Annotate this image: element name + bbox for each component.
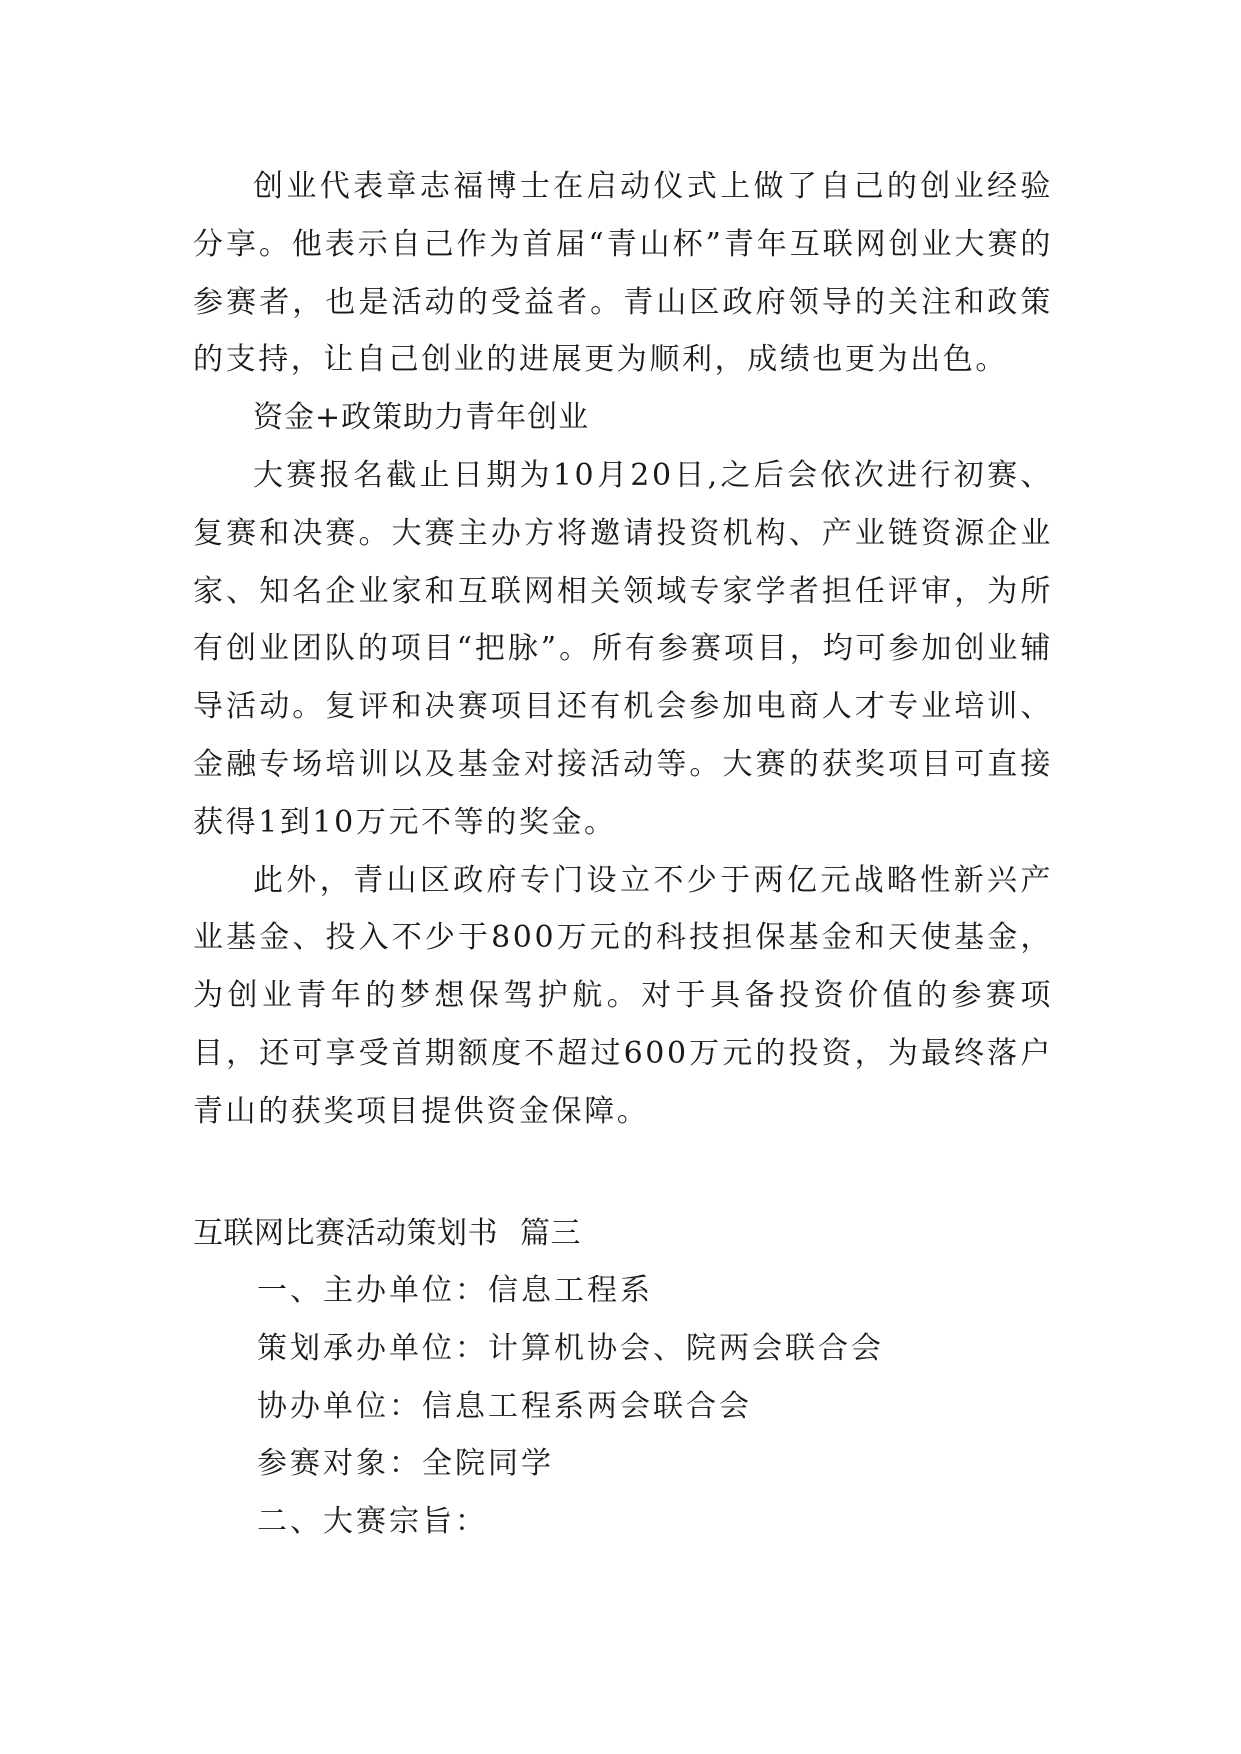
subheading-funding-policy: 资金+政策助力青年创业 xyxy=(253,400,590,436)
event-info-list xyxy=(257,1262,884,1551)
paragraph-founder-speech: 创业代表章志福博士在启动仪式上做了自己的创业经验分享。他表示自己作为首届“青山杯”青年互联网创业大赛的参赛者，也是活动的受益者。青山区政府领导的关注和政策的支持，让自己创业的进展更为顺利，成绩也更为出色。 xyxy=(193,169,1053,378)
section-part-label: 篇三 xyxy=(520,1216,581,1251)
section-title-text: 互联网比赛活动策划书 xyxy=(193,1216,498,1251)
list-item-co-organizer: 协办单位：信息工程系两会联合会 xyxy=(257,1388,752,1424)
list-item-participants: 参赛对象：全院同学 xyxy=(257,1446,554,1482)
list-item-planner: 策划承办单位：计算机协会、院两会联合会 xyxy=(257,1330,884,1366)
section-title xyxy=(193,1205,581,1263)
list-item-purpose: 二、大赛宗旨： xyxy=(257,1504,488,1540)
paragraph-contest-schedule: 大赛报名截止日期为10月20日,之后会依次进行初赛、复赛和决赛。大赛主办方将邀请投资机构、产业链资源企业家、知名企业家和互联网相关领域专家学者担任评审，为所有创业团队的项目“把脉”。所有参赛项目，均可参加创业辅导活动。复评和决赛项目还有机会参加电商人才专业培训、金融专场培训以及基金对接活动等。大赛的获奖项目可直接获得1到10万元不等的奖金。 xyxy=(193,457,1053,840)
body-text xyxy=(193,158,1053,1141)
list-item-organizer: 一、主办单位：信息工程系 xyxy=(257,1273,653,1308)
paragraph-funding-support: 此外，青山区政府专门设立不少于两亿元战略性新兴产业基金、投入不少于800万元的科技担保基金和天使基金，为创业青年的梦想保驾护航。对于具备投资价值的参赛项目，还可享受首期额度不超过600万元的投资，为最终落户青山的获奖项目提供资金保障。 xyxy=(193,862,1053,1129)
